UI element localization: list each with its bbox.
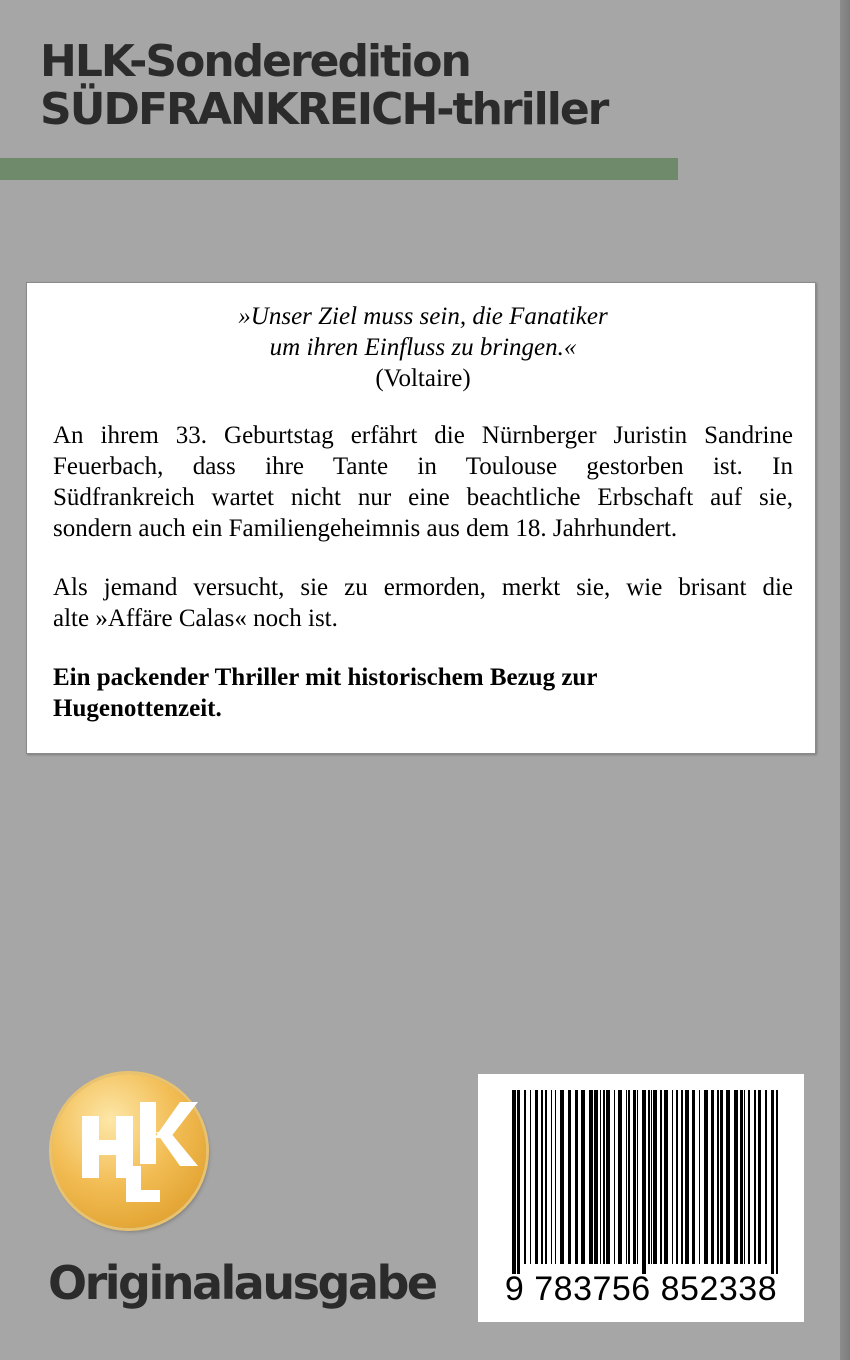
barcode-bar — [530, 1090, 531, 1264]
barcode-bar — [633, 1090, 636, 1264]
barcode-bar — [555, 1090, 556, 1264]
cover-edge-strip — [840, 0, 850, 1360]
barcode-bar — [541, 1090, 543, 1264]
barcode-bar — [776, 1090, 778, 1274]
barcode-bar — [575, 1090, 578, 1264]
barcode-bar — [517, 1090, 520, 1274]
barcode-bar — [535, 1090, 538, 1264]
series-title-line1: HLK-Sonderedition — [40, 36, 470, 87]
barcode-bar — [618, 1090, 622, 1264]
barcode-bar — [771, 1090, 774, 1274]
quote-line-1: »Unser Ziel muss sein, die Fanatiker — [238, 303, 608, 330]
barcode-bar — [672, 1090, 673, 1264]
barcode-icon — [478, 1074, 804, 1274]
series-header — [40, 38, 607, 134]
barcode-bar — [551, 1090, 552, 1264]
barcode-bar — [758, 1090, 761, 1264]
barcode-bar — [512, 1090, 516, 1274]
text-line: Als jemand versucht, sie zu ermorden, merkt sie, wie brisant die — [53, 574, 793, 601]
barcode-bar — [711, 1090, 714, 1264]
text-line: Südfrankreich wartet nicht nur eine beachtliche Erbschaft auf sie, — [53, 484, 793, 511]
text-line: sondern auch ein Familiengeheimnis aus dem 18. Jahrhundert. — [53, 515, 678, 542]
barcode-bar — [589, 1090, 593, 1264]
barcode-bar — [664, 1090, 668, 1264]
barcode-bar — [720, 1090, 723, 1264]
quote-line-2: um ihren Einfluss zu bringen.« — [269, 334, 577, 361]
accent-bar — [0, 158, 678, 180]
text-line: Hugenottenzeit. — [53, 695, 222, 722]
barcode-bar — [594, 1090, 598, 1264]
barcode-bar — [681, 1090, 683, 1264]
barcode-bar — [744, 1090, 745, 1264]
barcode-bar — [653, 1090, 657, 1264]
barcode-bar — [692, 1090, 695, 1264]
hlk-logo-icon — [52, 1074, 206, 1228]
barcode-bar — [734, 1090, 738, 1264]
barcode-bar — [637, 1090, 638, 1264]
series-title-line2: SÜDFRANKREICH-thriller — [40, 84, 608, 135]
isbn-number: 9 783756 852338 — [504, 1270, 778, 1308]
barcode-bar — [651, 1090, 652, 1264]
blurb-paragraph-2 — [53, 572, 793, 634]
barcode-bar — [600, 1090, 601, 1264]
barcode-bar — [614, 1090, 615, 1264]
blurb-box — [26, 282, 816, 754]
barcode-bar — [606, 1090, 610, 1264]
isbn-barcode — [478, 1074, 804, 1322]
barcode-bar — [628, 1090, 630, 1264]
barcode-bar — [581, 1090, 585, 1264]
barcode-bar — [568, 1090, 571, 1264]
blurb-tagline — [53, 662, 793, 724]
barcode-bar — [754, 1090, 756, 1264]
barcode-bar — [748, 1090, 750, 1264]
barcode-bar — [524, 1090, 526, 1264]
barcode-bar — [717, 1090, 719, 1264]
barcode-bar — [648, 1090, 650, 1264]
barcode-bar — [685, 1090, 689, 1264]
barcode-bar — [603, 1090, 605, 1264]
barcode-bar — [765, 1090, 767, 1264]
text-line: alte »Affäre Calas« noch ist. — [53, 605, 338, 632]
barcode-bar — [699, 1090, 700, 1264]
barcode-bar — [704, 1090, 708, 1264]
barcode-bar — [642, 1090, 646, 1274]
barcode-bar — [560, 1090, 564, 1264]
barcode-bar — [545, 1090, 547, 1264]
barcode-bar — [740, 1090, 743, 1264]
edition-label: Originalausgabe — [48, 1256, 436, 1310]
blurb-paragraph-1 — [53, 420, 793, 544]
text-line: Ein packender Thriller mit historischem Bezug zur — [53, 664, 598, 691]
barcode-bar — [660, 1090, 662, 1264]
epigraph-quote — [53, 301, 793, 394]
barcode-bar — [676, 1090, 678, 1264]
text-line: An ihrem 33. Geburtstag erfährt die Nürnberger Juristin Sandrine — [53, 422, 793, 449]
quote-author: (Voltaire) — [375, 365, 471, 392]
barcode-bar — [726, 1090, 730, 1264]
text-line: Feuerbach, dass ihre Tante in Toulouse gestorben ist. In — [53, 453, 793, 480]
barcode-bar — [626, 1090, 627, 1264]
